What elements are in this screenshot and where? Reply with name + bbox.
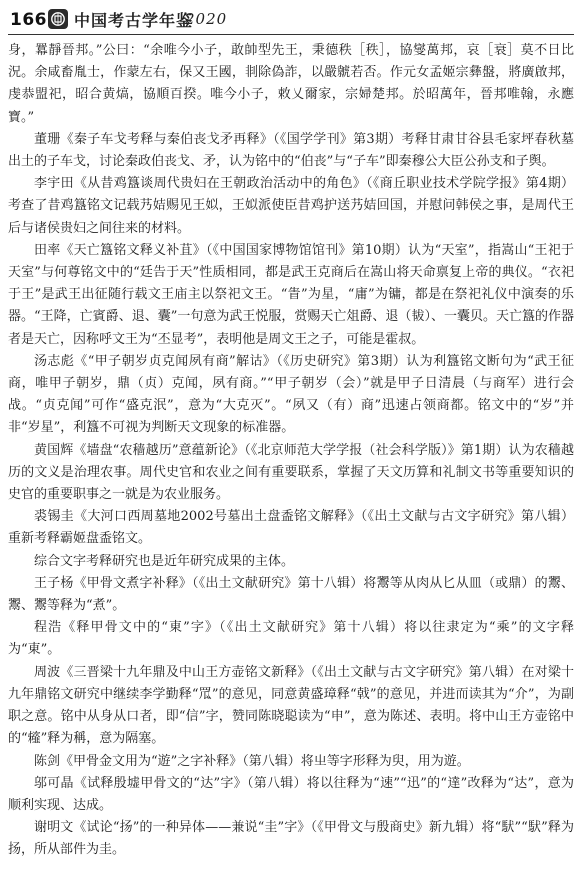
year-label: 2020: [185, 10, 228, 28]
paragraph-qiu-xigui: 裘锡圭《大河口西周墓地2002号墓出土盘盉铭文解释》（《出土文献与古文字研究》第八辑）重新考释霸姬盘盉铭文。: [8, 509, 574, 547]
paragraph-dong-shan: 董珊《秦子车戈考释与秦伯丧戈矛再释》（《国学学刊》第3期）考释甘肃甘谷县毛家坪春秋墓出土的子车戈，讨论秦政伯丧戈、矛，认为铭中的“伯丧”与“子车”即秦穆公大臣公孙支和子舆。: [8, 131, 574, 170]
paragraph-tian-shuai: 田率《天亡簋铭文释义补苴》（《中国国家博物馆馆刊》第10期）认为“天室”，指嵩山“王祀于天室”与何尊铭文中的“廷告于天”性质相同，都是武王克商后在嵩山将天命禀复上帝的典仪。“衣祀于王”是武王出征随行载文王庙主以祭祀文王。“眚”为星，“庸”为镛，都是在祭祀礼仪中演奏的乐器。“王降，亡賓爵、退、囊”一句意为武王悦服，赏赐天亡俎爵、退（韨）、一囊贝。天亡簋的作器者是天亡，因称呼文王为“丕显考”，表明他是周文王之子，可能是霍叔。: [8, 242, 574, 347]
journal-title: 中国考古学年鉴: [74, 11, 194, 30]
paragraph-zhou-bo: 周波《三晋梁十九年鼎及中山王方壶铭文新释》（《出土文献与古文字研究》第八辑）在对梁十九年鼎铭文研究中继续李学勤释“罛”的意见，同意黄盛璋释“戟”的意见，并进而读其为“介”，为副职之意。铭中从身从口者，即“信”字，赞同陈晓聪读为“申”，意为陈述、表明。将中山王方壶铭中的“䪢”释为稱，意为隔塞。: [8, 664, 574, 747]
paragraph-inscription-continued: 身，羃靜晉邦。”公曰：“余唯今小子，敢帥型先王，秉德秩［秩］，協燮萬邦，哀［衰］莫不日比況。余咸畜胤士，作蒙左右，保又王國，剕除偽詐，以嚴虩若否。作元女孟姬宗彝盤，將廣啟邦，虔恭盟祀，昭合黄熇，協順百揆。唯今小子，敕乂爾家，宗婦楚邦。於昭萬年，晉邦唯翰，永應寶。”: [8, 43, 574, 125]
paragraph-tang-zhibiao: 汤志彪《“甲子朝岁贞克闻夙有商”解诂》（《历史研究》第3期）认为利簋铭文断句为“武王征商，唯甲子朝岁，鼎（贞）克闻，夙有商。”“甲子朝岁（会）”就是甲子日清晨（与商军）进行会战。“贞克闻”可作“盛克泯”，意为“大克灭”。“夙又（有）商”迅速占领商都。铭文中的“岁”并非“岁星”，利簋不可视为判断天文现象的标准器。: [8, 353, 574, 436]
header-divider: [8, 34, 574, 35]
page-number: 166: [10, 10, 47, 30]
paragraph-wang-ziyang: 王子杨《甲骨文煮字补释》（《出土文献研究》第十八辑）将䰞等从肉从匕从皿（或鼎）的䰞、䰞、䰞等释为“煮”。: [8, 575, 574, 614]
journal-emblem-icon: [48, 9, 68, 29]
paragraph-chen-jian: 陈剑《甲骨金文用为“遊”之字补释》（第八辑）将㞢等字形释为臾，用为遊。: [34, 753, 470, 769]
body-text: [8, 40, 574, 862]
paragraph-wu-kejing: 邬可晶《试释殷墟甲骨文的“达”字》（第八辑）将以往释为“速”“迅”的“達”改释为“达”，意为顺利实现、达成。: [8, 775, 574, 813]
paragraph-xie-mingwen: 谢明文《试论“扬”的一种异体——兼说“圭”字》（《甲骨文与殷商史》新九辑）将“䭾”“䭾”释为扬，所从部件为圭。: [8, 820, 574, 858]
paragraph-huang-guohui: 黄国辉《墙盘“农穑越历”意蕴新论》（《北京师范大学学报（社会科学版）》第1期）认为农穑越历的文义是治理农事。周代史官和农业之间有重要联系，掌握了天文历算和礼制文书等重要知识的史官的重要职事之一就是为农业服务。: [8, 442, 574, 503]
paragraph-cheng-hao: 程浩《释甲骨文中的“東”字》（《出土文献研究》第十八辑）将以往隶定为“乘”的文字释为“東”。: [8, 620, 574, 658]
paragraph-summary: 综合文字考释研究也是近年研究成果的主体。: [34, 553, 295, 569]
paragraph-li-yutian: 李宇田《从昔鸡簋谈周代贵妇在王朝政治活动中的角色》（《商丘职业技术学院学报》第4期）考查了昔鸡簋铭文记载艿姞赐见王姒，王姒派使臣昔鸡护送艿姞回国，并慰问韩侯之事，是周代王后与诸侯贵妇之间往来的材料。: [8, 176, 574, 236]
page-header: [0, 0, 581, 40]
